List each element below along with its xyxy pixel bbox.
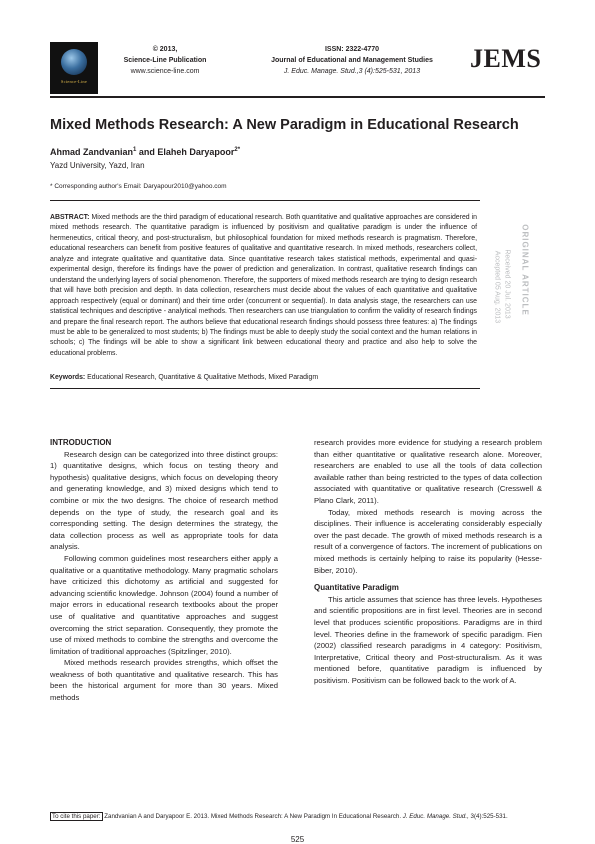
cite-text: Zandvanian A and Daryapoor E. 2013. Mixed Methods Research: A New Paradigm In Educational Research. bbox=[102, 813, 403, 820]
issn: ISSN: 2322-4770 bbox=[324, 46, 380, 53]
affiliation: Yazd University, Yazd, Iran bbox=[50, 161, 145, 170]
body-column-left bbox=[50, 437, 278, 704]
paragraph: Mixed methods research provides strengths, which offset the weakness of both quantitative and qualitative research. This has been the historical argument for more than 30 years. Mixed methods bbox=[50, 658, 278, 703]
publisher-block bbox=[98, 44, 232, 77]
keywords bbox=[50, 374, 480, 381]
paragraph: research provides more evidence for studying a research problem than either quantitative or qualitative research alone. Moreover, researchers are enabled to use all the tools of data collection available rather than being restricted to the types of data collection associated with quantitative or qualitative research (Cresswell & Plano Clark, 2011). bbox=[314, 438, 542, 505]
journal-block bbox=[252, 44, 452, 77]
article-type-label: ORIGINAL ARTICLE bbox=[520, 224, 530, 316]
abstract-bottom-divider bbox=[50, 388, 480, 389]
author-2-sup: 2* bbox=[234, 147, 241, 153]
author-conjunction: and bbox=[136, 147, 158, 157]
abstract bbox=[50, 213, 477, 359]
abstract-text: Mixed methods are the third paradigm of educational research. Both quantitative and qualitative approaches are considered in mixed methods research. The quantitative paradigm is influenced by positivism and qualitative paradigm is under the influence of hermeneutics, critical theory, and post-structuralism, but philosophical foundation for mixed methods research is pragmatism. Therefore, educational researchers can benefit from positive features of qualitative and quantitative research. In mixed methods, researchers collect, analyze and integrate qualitative and quantitative data. Since quantitative research takes statistical methods, experimental and quasi-experimental design, therefore its findings have the power of prediction and generalization. In contrast, qualitative research findings can understand the underlying layers of social phenomenon. Therefore, the supporters of mixed methods research are trying to design research that will have both precision and depth. In data collection, researchers must decide about the values of each quantitative and qualitative approach respectively (equal or dominant) and their time order (concurrent or sequential). In data analysis stage, the researchers can use statistical techniques and descriptive - analytical methods. Then researchers can use triangulation to confirm the validity of research findings and prepare the final research report. The authors believe that educational research findings should possess three features: a) The findings must be able to be generalized to most students; b) The findings must be able to deeply study the social context and the human relations in schools; c) The findings will be able to show a significant link between educational theory and practice and also help to solve the educational problems. bbox=[50, 214, 477, 357]
page-number: 525 bbox=[290, 835, 305, 844]
publisher-name: Science-Line Publication bbox=[123, 57, 207, 64]
body-column-right bbox=[314, 437, 542, 686]
author-1: Ahmad Zandvanian bbox=[50, 147, 134, 157]
paragraph: Research design can be categorized into three distinct groups: 1) quantitative designs, which focus on testing theory and hypothesis) qualitative designs, which focus on developing theory and generating knowledge, and 3) mixed designs which tend to combine or mix the two designs. The choice of research method depends on the type of study, the research goal and its corresponding setting. The design determines the strategy, the data collection process as well as appropriate tools for data analysis. bbox=[50, 449, 278, 552]
authors bbox=[50, 147, 240, 157]
paragraph: Today, mixed methods research is moving across the disciplines. Their influence is accelerating considerably especially over the past decade. The growth of mixed methods research is a result of a convergence of factors. The increment of publications on mixed methods is certainly helping to raise its popularity (Hesse- Biber, 2010). bbox=[314, 507, 542, 575]
received-date: Received 20 Jul. 2013 bbox=[503, 249, 511, 319]
publisher-website[interactable]: www.science-line.com bbox=[130, 68, 200, 75]
citation-block bbox=[50, 812, 545, 821]
journal-citation: J. Educ. Manage. Stud.,3 (4):525-531, 2013 bbox=[283, 68, 421, 75]
cite-journal: J. Educ. Manage. Stud., bbox=[402, 813, 469, 820]
copyright: © 2013, bbox=[152, 46, 178, 53]
author-2: Elaheh Daryapoor bbox=[157, 147, 235, 157]
cite-label: To cite this paper: bbox=[52, 813, 101, 820]
keywords-label: Keywords: bbox=[50, 374, 86, 381]
accepted-date: Accepted 05 Aug. 2013 bbox=[493, 250, 501, 324]
quantitative-heading: Quantitative Paradigm bbox=[314, 583, 399, 593]
cite-end: 3(4):525-531. bbox=[468, 813, 508, 820]
logo-text: Science-Line bbox=[60, 79, 88, 84]
author-1-sup: 1 bbox=[133, 147, 137, 153]
globe-icon bbox=[61, 49, 87, 75]
header-divider bbox=[50, 96, 545, 98]
introduction-heading: INTRODUCTION bbox=[50, 438, 112, 447]
abstract-top-divider bbox=[50, 200, 480, 201]
paragraph: This article assumes that science has three levels. Hypotheses and scientific propositions are in first level. Theories are in second level that produces scientific propositions. Paradigms are in third level. Theories define in the framework of specific paradigm. Fien (2002) classified research paradigms in 4 category: Positivism, Interpretative, Critical theory and Post-structuralism. As it was mentioned before, quantitative paradigm is influenced by positivism. Positivism can be followed back to the work of A. bbox=[314, 594, 542, 685]
paragraph: Following common guidelines most researchers either apply a qualitative or a quantitative methodology. Many pragmatic scholars have criticized this dichotomy as artificial and suggested for advancing scientific knowledge. Johnson (2004) found a number of major errors in educational research textbooks about the proper use of qualitative and quantitative approaches and suggest overcoming the strict separation. Consequently, they promote the use of mixed methods to combine the strengths and overcome the limitation of traditional approaches (Spitzlinger, 2010). bbox=[50, 553, 278, 656]
article-title: Mixed Methods Research: A New Paradigm in Educational Research bbox=[50, 117, 519, 133]
journal-abbrev: JEMS bbox=[470, 44, 542, 73]
journal-name: Journal of Educational and Management Studies bbox=[271, 57, 433, 64]
abstract-label: ABSTRACT: bbox=[50, 214, 90, 221]
keywords-text: Educational Research, Quantitative & Qualitative Methods, Mixed Paradigm bbox=[87, 374, 319, 381]
corresponding-email: * Corresponding author's Email: Daryapour2010@yahoo.com bbox=[50, 183, 227, 190]
journal-logo bbox=[50, 42, 98, 94]
